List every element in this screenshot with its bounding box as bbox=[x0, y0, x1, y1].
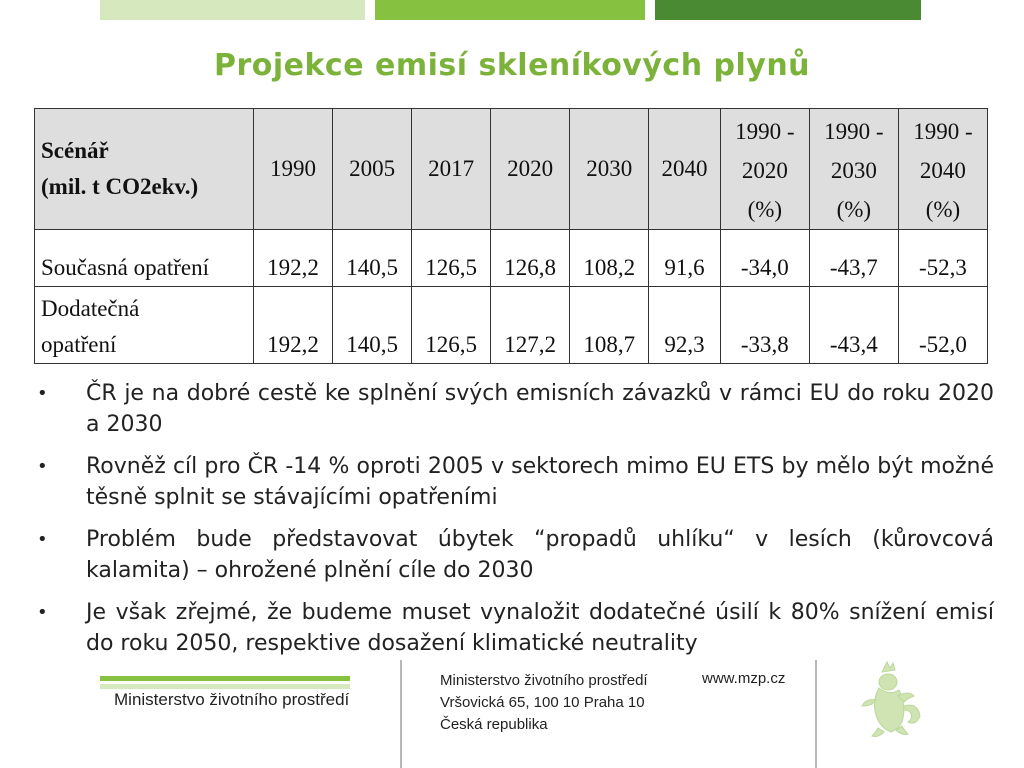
table-cell: 126,5 bbox=[412, 230, 491, 287]
bullet-item bbox=[34, 378, 994, 440]
row-label-line: opatření bbox=[41, 332, 117, 357]
table-cell: 108,7 bbox=[570, 287, 649, 364]
czech-lion-emblem-icon bbox=[848, 660, 928, 740]
pct-header-line: 1990 - bbox=[913, 119, 973, 144]
footer-address bbox=[440, 670, 648, 736]
table-cell: 92,3 bbox=[649, 287, 721, 364]
table-cell: 192,2 bbox=[254, 287, 333, 364]
pct-header-line: 2030 bbox=[830, 158, 877, 183]
row-label-line: Současná opatření bbox=[41, 255, 209, 280]
pct-header-line: (%) bbox=[925, 197, 961, 222]
bullet-dot-icon: • bbox=[37, 383, 48, 404]
table-cell: -52,3 bbox=[898, 230, 987, 287]
table-cell: 192,2 bbox=[254, 230, 333, 287]
bullet-text: Je však zřejmé, že budeme muset vynaložit dodatečné úsilí k 80% snížení emisí do roku 2050, respektive dosažení klimatické neutrality bbox=[86, 600, 994, 656]
year-header: 2030 bbox=[570, 109, 649, 230]
footer-line-green bbox=[100, 676, 350, 681]
top-bar-dark bbox=[655, 0, 921, 20]
year-header: 2005 bbox=[333, 109, 412, 230]
year-header: 2017 bbox=[412, 109, 491, 230]
year-header: 1990 bbox=[254, 109, 333, 230]
footer-ministry-name: Ministerstvo životního prostředí bbox=[114, 690, 350, 709]
row-label-line: Dodatečná bbox=[41, 296, 140, 321]
table-cell: 127,2 bbox=[491, 287, 570, 364]
scenario-header bbox=[35, 109, 254, 230]
table-cell: -33,8 bbox=[720, 287, 809, 364]
bullet-text: Rovněž cíl pro ČR -14 % oproti 2005 v sektorech mimo EU ETS by mělo být možné těsně splnit se stávajícími opatřeními bbox=[86, 454, 994, 510]
address-line: Ministerstvo životního prostředí bbox=[440, 672, 648, 689]
row-label bbox=[35, 230, 254, 287]
table-header-row bbox=[35, 109, 988, 230]
bullet-dot-icon: • bbox=[37, 529, 48, 550]
table-row bbox=[35, 287, 988, 364]
pct-header-line: (%) bbox=[747, 197, 783, 222]
footer-divider bbox=[815, 660, 817, 768]
pct-header bbox=[720, 109, 809, 230]
year-header: 2020 bbox=[491, 109, 570, 230]
slide-title: Projekce emisí skleníkových plynů bbox=[213, 48, 811, 83]
bullet-list bbox=[34, 378, 994, 670]
scenario-header-line1: Scénář bbox=[41, 138, 109, 163]
table-cell: 126,8 bbox=[491, 230, 570, 287]
pct-header-line: 2040 bbox=[919, 158, 966, 183]
pct-header-line: 2020 bbox=[741, 158, 788, 183]
year-header: 2040 bbox=[649, 109, 721, 230]
pct-header-line: (%) bbox=[836, 197, 872, 222]
bullet-item bbox=[34, 451, 994, 513]
scenario-header-line2: (mil. t CO2ekv.) bbox=[41, 174, 199, 199]
footer-divider bbox=[400, 660, 402, 768]
top-bar-light bbox=[100, 0, 365, 20]
row-label bbox=[35, 287, 254, 364]
table-cell: 91,6 bbox=[649, 230, 721, 287]
address-line: Česká republika bbox=[440, 716, 548, 733]
table-cell: 140,5 bbox=[333, 230, 412, 287]
bullet-text: Problém bude představovat úbytek “propadů uhlíku“ v lesích (kůrovcová kalamita) – ohrožené plnění cíle do 2030 bbox=[86, 527, 994, 583]
table-cell: -52,0 bbox=[898, 287, 987, 364]
table-cell: 108,2 bbox=[570, 230, 649, 287]
table-cell: -34,0 bbox=[720, 230, 809, 287]
footer-web-link[interactable]: www.mzp.cz bbox=[702, 670, 786, 687]
top-bar-mid bbox=[375, 0, 645, 20]
table-cell: -43,4 bbox=[809, 287, 898, 364]
pct-header-line: 1990 - bbox=[735, 119, 795, 144]
emissions-table bbox=[34, 108, 988, 364]
address-line: Vršovická 65, 100 10 Praha 10 bbox=[440, 694, 645, 711]
bullet-dot-icon: • bbox=[37, 602, 48, 623]
pct-header-line: 1990 - bbox=[824, 119, 884, 144]
table-row bbox=[35, 230, 988, 287]
table-cell: -43,7 bbox=[809, 230, 898, 287]
pct-header bbox=[809, 109, 898, 230]
bullet-item bbox=[34, 524, 994, 586]
pct-header bbox=[898, 109, 987, 230]
bullet-item bbox=[34, 597, 994, 659]
table-cell: 126,5 bbox=[412, 287, 491, 364]
table-cell: 140,5 bbox=[333, 287, 412, 364]
bullet-dot-icon: • bbox=[37, 456, 48, 477]
footer-line-light bbox=[100, 684, 350, 689]
bullet-text: ČR je na dobré cestě ke splnění svých emisních závazků v rámci EU do roku 2020 a 2030 bbox=[86, 381, 994, 437]
